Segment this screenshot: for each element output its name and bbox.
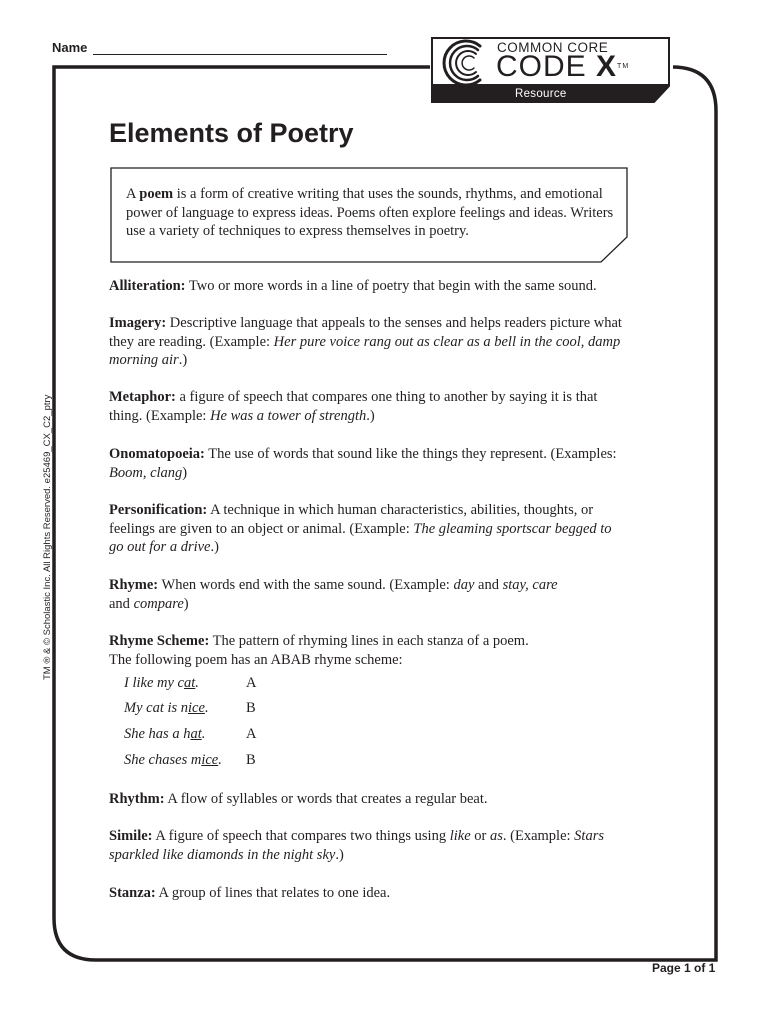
copyright-note: TM ® & © Scholastic Inc. All Rights Reserved. e25469_CX_C2_ptry	[42, 394, 53, 680]
term-text: A technique in which human characteristics, abilities, thoughts, or feelings are given to an object or animal. (Example:	[109, 502, 594, 537]
poem-punct: .	[204, 700, 209, 716]
poem-punct: .	[195, 675, 199, 691]
term-label: Simile:	[109, 828, 153, 844]
page-title: Elements of Poetry	[109, 118, 354, 148]
term-text: A flow of syllables or words that creates a regular beat.	[164, 791, 488, 807]
term-text: When words end with the same sound. (Example:	[158, 577, 454, 593]
term-example: Her pure voice rang out as clear as a bell in the cool, damp morning air	[109, 333, 621, 368]
rhyme-letter: A	[246, 726, 257, 742]
term-text: A group of lines that relates to one idea.	[155, 885, 391, 901]
term-label: Rhythm:	[109, 791, 165, 807]
term-label: Onomatopoeia:	[109, 446, 205, 462]
term-close: .)	[178, 352, 188, 368]
rhyme-letter: B	[246, 752, 256, 768]
term-close: .)	[210, 539, 219, 555]
intro-pre: A	[126, 186, 140, 202]
poem-line	[124, 725, 205, 743]
logo-trademark: TM	[617, 63, 630, 70]
term-label: Rhyme Scheme:	[109, 633, 210, 649]
term-text: a figure of speech that compares one thing to another by saying it is that thing. (Example:	[109, 389, 598, 424]
term-label: Metaphor:	[109, 389, 176, 405]
term-text: A figure of speech that compares two things using	[152, 828, 450, 844]
term-connector: and	[109, 595, 134, 612]
term-close: .)	[335, 846, 344, 863]
term-label: Alliteration:	[109, 278, 186, 294]
def-imagery	[109, 314, 629, 370]
name-label: Name	[52, 40, 88, 55]
term-text: Descriptive language that appeals to the senses and helps readers picture what they are reading. (Example:	[109, 315, 622, 350]
term-example: He was a tower of strength	[210, 407, 367, 424]
def-simile	[109, 827, 609, 864]
logo-x-text: X	[596, 50, 618, 83]
poem-punct: .	[201, 726, 206, 742]
poem-line	[124, 674, 199, 692]
term-example: day	[453, 577, 475, 593]
term-text: Two or more words in a line of poetry that begin with the same sound.	[185, 278, 597, 294]
term-label: Rhyme:	[109, 577, 159, 593]
term-text-line2: The following poem has an ABAB rhyme scheme:	[109, 651, 403, 668]
poem-text: She has a h	[124, 726, 191, 742]
def-onomatopoeia	[109, 445, 629, 482]
logo-code-x	[496, 52, 629, 82]
poem-line	[124, 699, 209, 717]
intro-paragraph	[126, 185, 614, 241]
rhyme-letter: B	[246, 700, 256, 716]
poem-line	[124, 751, 222, 769]
def-stanza	[109, 884, 629, 903]
poem-rhyme: at	[190, 726, 202, 742]
page-number: Page 1 of 1	[652, 961, 716, 975]
def-personification	[109, 501, 629, 557]
poem-text: I like my c	[124, 675, 184, 691]
poem-text: My cat is n	[124, 700, 189, 716]
def-metaphor	[109, 388, 629, 425]
poem-punct: .	[218, 752, 222, 768]
term-example: Stars sparkled like diamonds in the night sky	[109, 828, 604, 863]
poem-text: She chases m	[124, 752, 202, 768]
term-text: The use of words that sound like the things they represent. (Examples:	[204, 446, 617, 462]
def-rhyme	[109, 576, 569, 613]
term-example: like	[449, 828, 471, 844]
name-line[interactable]	[93, 54, 387, 55]
poem-rhyme: ice	[201, 752, 219, 768]
term-example: as	[489, 828, 503, 844]
def-rhythm	[109, 790, 629, 809]
intro-term: poem	[139, 186, 174, 202]
logo-resource-label: Resource	[515, 88, 567, 100]
term-text: . (Example:	[502, 828, 575, 844]
term-example: Boom, clang	[109, 464, 183, 481]
term-label: Stanza:	[109, 885, 156, 901]
term-text: The pattern of rhyming lines in each stanza of a poem.	[209, 633, 529, 649]
logo-code-text: CODE	[496, 50, 587, 83]
term-label: Imagery:	[109, 315, 167, 331]
def-rhyme-scheme	[109, 632, 629, 669]
term-label: Personification:	[109, 502, 208, 518]
logo-common-core: COMMON CORE	[497, 40, 609, 55]
poem-rhyme: ice	[188, 700, 205, 716]
term-close: )	[182, 464, 188, 481]
term-example: The gleaming sportscar begged to go out for a drive	[109, 520, 612, 555]
term-connector: and	[474, 577, 503, 593]
term-connector: or	[470, 828, 490, 844]
rhyme-letter: A	[246, 675, 257, 691]
def-alliteration	[109, 277, 629, 296]
term-close: )	[183, 595, 189, 612]
term-example: compare	[133, 595, 184, 612]
intro-post: is a form of creative writing that uses the sounds, rhythms, and emotional power of language to express ideas. Poems often explore feelings and ideas. Writers use a variety of techniques to express themselves in poetry.	[126, 186, 614, 239]
poem-rhyme: at	[183, 675, 196, 691]
term-example: stay, care	[502, 577, 558, 593]
term-close: .)	[366, 407, 375, 424]
